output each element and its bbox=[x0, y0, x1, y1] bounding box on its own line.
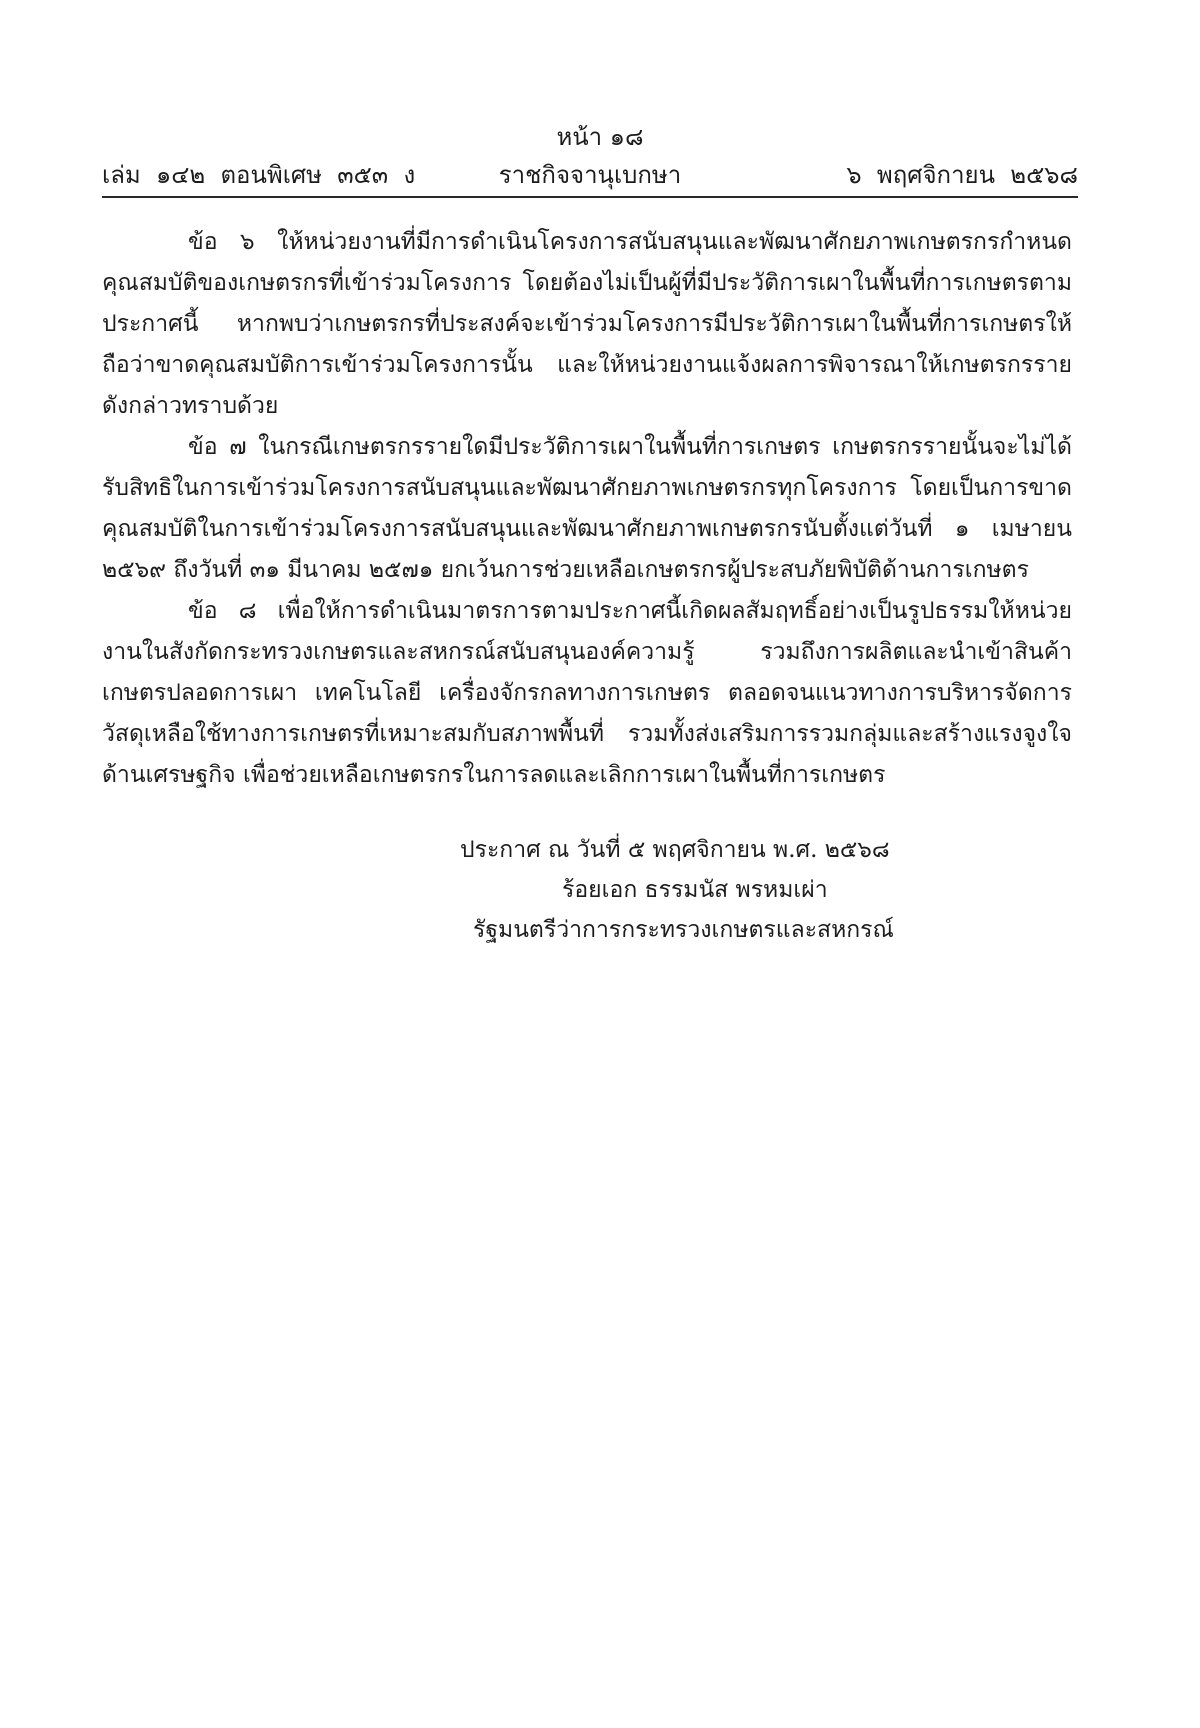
publication-date: ๖ พฤศจิกายน ๒๕๖๘ bbox=[846, 161, 1078, 189]
volume-issue: เล่ม ๑๔๒ ตอนพิเศษ ๓๕๓ ง bbox=[102, 161, 416, 189]
clause-6: ข้อ ๖ ให้หน่วยงานที่มีการดำเนินโครงการสนับสนุนและพัฒนาศักยภาพเกษตรกรกำหนดคุณสมบัติของเกษตรกรที่เข้าร่วมโครงการ โดยต้องไม่เป็นผู้ที่มีประวัติการเผาในพื้นที่การเกษตรตามประกาศนี้ หากพบว่าเกษตรกรที่ประสงค์จะเข้าร่วมโครงการมีประวัติการเผาในพื้นที่การเกษตรให้ถือว่าขาดคุณสมบัติการเข้าร่วมโครงการนั้น และให้หน่วยงานแจ้งผลการพิจารณาให้เกษตรกรรายดังกล่าวทราบด้วย bbox=[102, 229, 1072, 419]
signatory-position: รัฐมนตรีว่าการกระทรวงเกษตรและสหกรณ์ bbox=[473, 917, 894, 943]
header-divider bbox=[102, 196, 1078, 198]
clause-7: ข้อ ๗ ในกรณีเกษตรกรรายใดมีประวัติการเผาในพื้นที่การเกษตร เกษตรกรรายนั้นจะไม่ได้รับสิทธิในการเข้าร่วมโครงการสนับสนุนและพัฒนาศักยภาพเกษตรกรทุกโครงการ โดยเป็นการขาดคุณสมบัติในการเข้าร่วมโครงการสนับสนุนและพัฒนาศักยภาพเกษตรกรนับตั้งแต่วันที่ ๑ เมษายน ๒๕๖๙ ถึงวันที่ ๓๑ มีนาคม ๒๕๗๑ ยกเว้นการช่วยเหลือเกษตรกรผู้ประสบภัยพิบัติด้านการเกษตร bbox=[102, 434, 1072, 583]
clause-8: ข้อ ๘ เพื่อให้การดำเนินมาตรการตามประกาศนี้เกิดผลสัมฤทธิ์อย่างเป็นรูปธรรมให้หน่วยงานในสังกัดกระทรวงเกษตรและสหกรณ์สนับสนุนองค์ความรู้ รวมถึงการผลิตและนำเข้าสินค้าเกษตรปลอดการเผา เทคโนโลยี เครื่องจักรกลทางการเกษตร ตลอดจนแนวทางการบริหารจัดการวัสดุเหลือใช้ทางการเกษตรที่เหมาะสมกับสภาพพื้นที่ รวมทั้งส่งเสริมการรวมกลุ่มและสร้างแรงจูงใจด้านเศรษฐกิจ เพื่อช่วยเหลือเกษตรกรในการลดและเลิกการเผาในพื้นที่การเกษตร bbox=[102, 598, 1072, 788]
page-number: หน้า ๑๘ bbox=[556, 123, 644, 151]
publication-title: ราชกิจจานุเบกษา bbox=[498, 161, 682, 189]
gazette-header bbox=[102, 160, 1078, 194]
announcement-date: ประกาศ ณ วันที่ ๕ พฤศจิกายน พ.ศ. ๒๕๖๘ bbox=[460, 837, 890, 863]
signatory-name: ร้อยเอก ธรรมนัส พรหมเผ่า bbox=[562, 877, 828, 903]
signature-block bbox=[460, 830, 980, 950]
document-body bbox=[102, 222, 1072, 796]
